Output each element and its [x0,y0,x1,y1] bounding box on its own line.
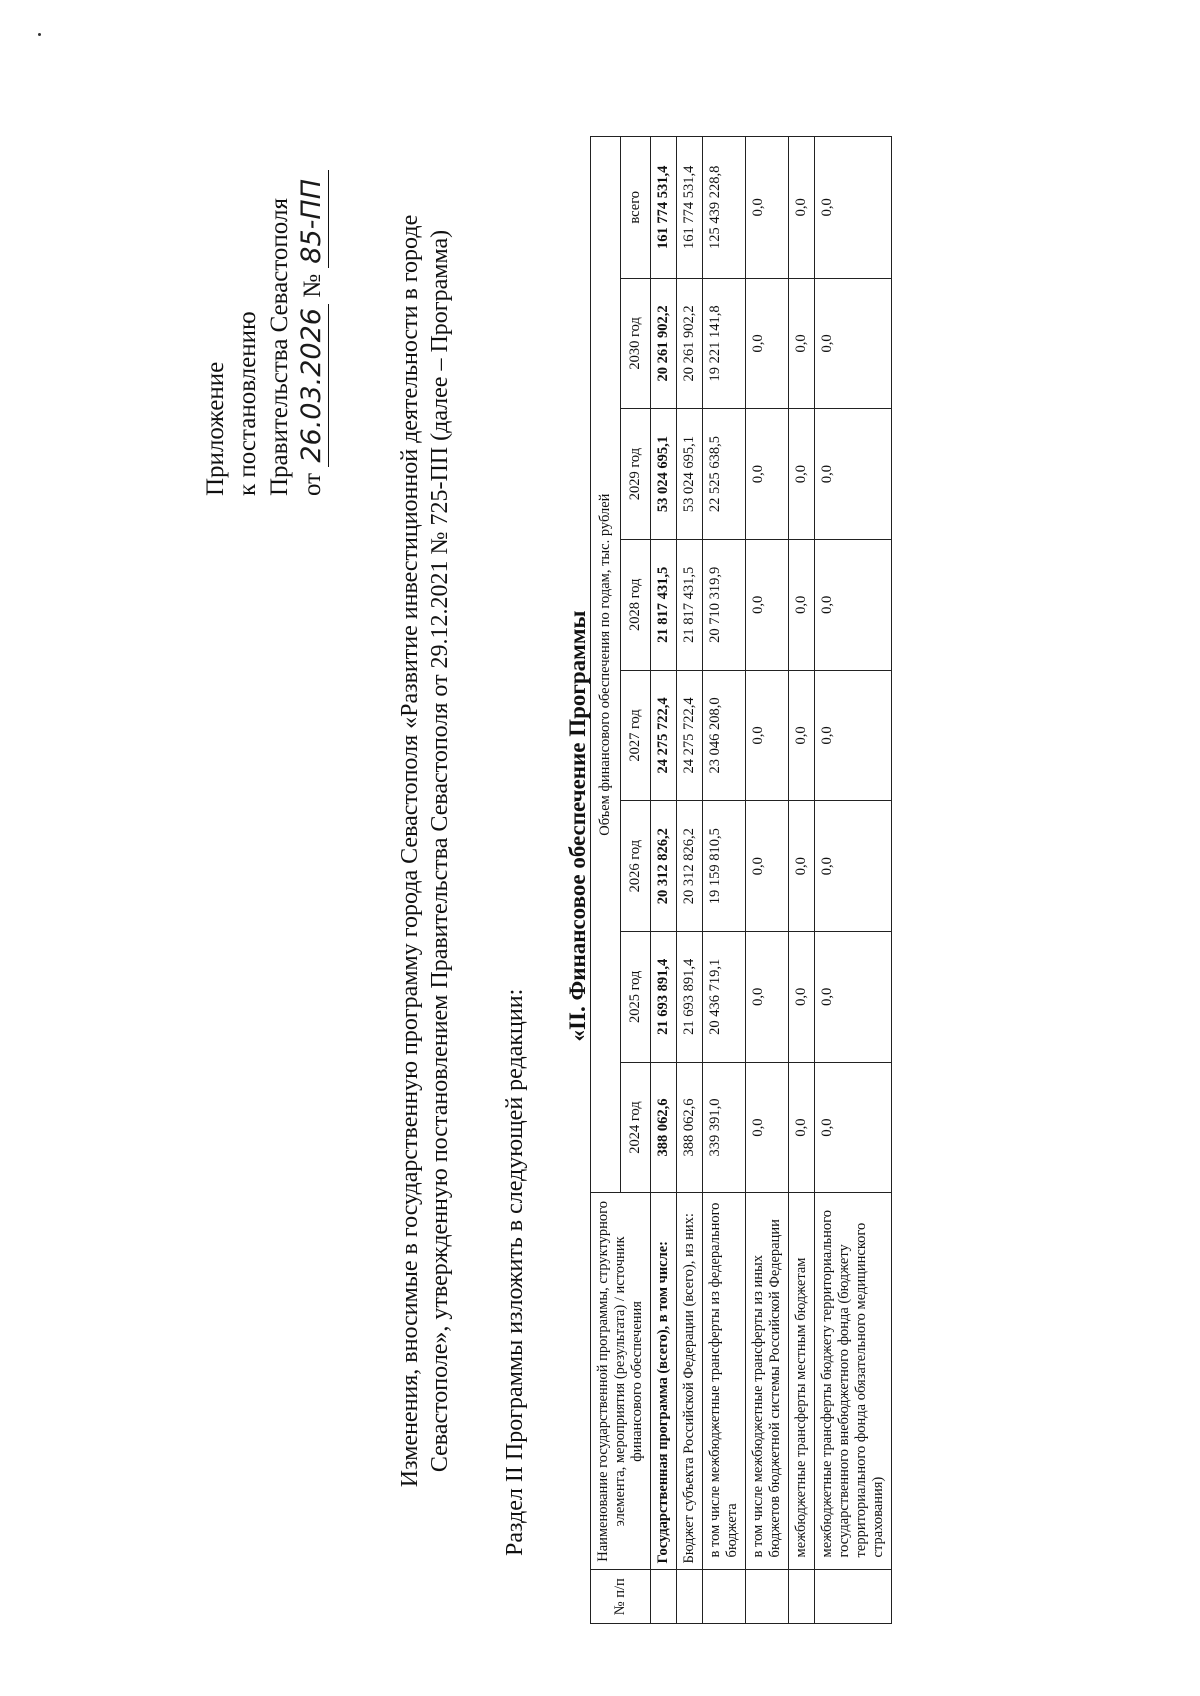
cell-year-value: 0,0 [815,1062,892,1193]
cell-year-value: 0,0 [746,1062,789,1193]
table-row [746,137,789,1624]
cell-year-value: 21 693 891,4 [651,931,677,1062]
cell-year-value: 20 261 902,2 [651,278,677,409]
cell-year-value: 19 159 810,5 [703,801,746,932]
cell-year-value: 20 436 719,1 [703,931,746,1062]
appendix-block [200,76,329,496]
header-year: 2027 год [621,670,651,801]
date-prefix: от [299,472,326,496]
cell-year-value: 0,0 [815,801,892,932]
number-sign: № [299,273,326,298]
appendix-title: Приложение [202,361,229,496]
handwritten-date: 26.03.2026 [296,304,329,467]
cell-year-value: 0,0 [746,801,789,932]
cell-year-value: 53 024 695,1 [651,409,677,540]
cell-year-value: 53 024 695,1 [677,409,703,540]
cell-year-value: 20 312 826,2 [677,801,703,932]
cell-total: 125 439 228,8 [703,137,746,279]
header-total: всего [621,137,651,279]
cell-year-value: 20 261 902,2 [677,278,703,409]
row-source-name: Государственная программа (всего), в том числе: [651,1193,677,1570]
header-number: № п/п [591,1570,651,1624]
cell-year-value: 0,0 [789,539,815,670]
cell-year-value: 0,0 [815,539,892,670]
row-number [746,1570,789,1624]
cell-year-value: 0,0 [815,670,892,801]
row-number [815,1570,892,1624]
cell-total: 0,0 [815,137,892,279]
handwritten-number: 85-ПП [296,170,329,268]
header-year: 2025 год [621,931,651,1062]
cell-total: 161 774 531,4 [651,137,677,279]
row-number [703,1570,746,1624]
header-year: 2028 год [621,539,651,670]
cell-year-value: 339 391,0 [703,1062,746,1193]
cell-year-value: 21 817 431,5 [677,539,703,670]
financing-table [590,136,892,1624]
row-number [677,1570,703,1624]
header-year: 2029 год [621,409,651,540]
cell-year-value: 0,0 [746,539,789,670]
appendix-date-number-line [296,76,329,496]
row-source-name: в том числе межбюджетные трансферты из иных бюджетов бюджетной системы Российской Федерации [746,1193,789,1570]
row-source-name: межбюджетные трансферты бюджету территориального государственного внебюджетного фонда (бюджету территориального фонда обязательного медицинского страхования) [815,1193,892,1570]
header-name: Наименование государственной программы, структурного элемента, мероприятия (результата) / источник финансового обеспечения [591,1193,651,1570]
table-row [815,137,892,1624]
cell-year-value: 22 525 638,5 [703,409,746,540]
cell-year-value: 23 046 208,0 [703,670,746,801]
cell-year-value: 21 693 891,4 [677,931,703,1062]
cell-year-value: 0,0 [789,801,815,932]
cell-year-value: 0,0 [746,670,789,801]
cell-total: 161 774 531,4 [677,137,703,279]
cell-year-value: 0,0 [789,409,815,540]
cell-total: 0,0 [789,137,815,279]
cell-year-value: 0,0 [815,409,892,540]
appendix-government: Правительства Севастополя [266,198,293,496]
cell-year-value: 21 817 431,5 [651,539,677,670]
cell-year-value: 20 312 826,2 [651,801,677,932]
cell-year-value: 24 275 722,4 [651,670,677,801]
cell-year-value: 0,0 [789,1062,815,1193]
cell-year-value: 20 710 319,9 [703,539,746,670]
section-intro: Раздел II Программы изложить в следующей редакции: [502,988,528,1556]
header-year: 2030 год [621,278,651,409]
row-source-name: в том числе межбюджетные трансферты из федерального бюджета [703,1193,746,1570]
header-year: 2026 год [621,801,651,932]
cell-year-value: 0,0 [789,931,815,1062]
row-source-name: межбюджетные трансферты местным бюджетам [789,1193,815,1570]
section-title: «II. Финансовое обеспечение Программы [565,610,590,1042]
scan-speck [38,33,41,36]
cell-year-value: 0,0 [815,278,892,409]
cell-year-value: 0,0 [789,278,815,409]
row-number [651,1570,677,1624]
cell-year-value: 0,0 [746,278,789,409]
table-row [703,137,746,1624]
table-row [789,137,815,1624]
cell-year-value: 24 275 722,4 [677,670,703,801]
header-year: 2024 год [621,1062,651,1193]
cell-year-value: 0,0 [815,931,892,1062]
cell-year-value: 0,0 [789,670,815,801]
row-source-name: Бюджет субъекта Российской Федерации (всего), из них: [677,1193,703,1570]
row-number [789,1570,815,1624]
header-financing-group: Объем финансового обеспечения по годам, тыс. рублей [591,137,621,1193]
table-row [651,137,677,1624]
cell-year-value: 0,0 [746,931,789,1062]
changes-heading: Изменения, вносимые в государственную программу города Севастополя «Развитие инвестиционной деятельности в городе Севастополе», утвержденную постановлением Правительства Севастополя от 29.12.2021 № 725-ПП (далее – Программа) [397,214,453,1488]
table-row [677,137,703,1624]
cell-year-value: 0,0 [746,409,789,540]
cell-year-value: 388 062,6 [677,1062,703,1193]
cell-year-value: 388 062,6 [651,1062,677,1193]
cell-year-value: 19 221 141,8 [703,278,746,409]
appendix-resolution-ref: к постановлению [234,311,261,496]
cell-total: 0,0 [746,137,789,279]
